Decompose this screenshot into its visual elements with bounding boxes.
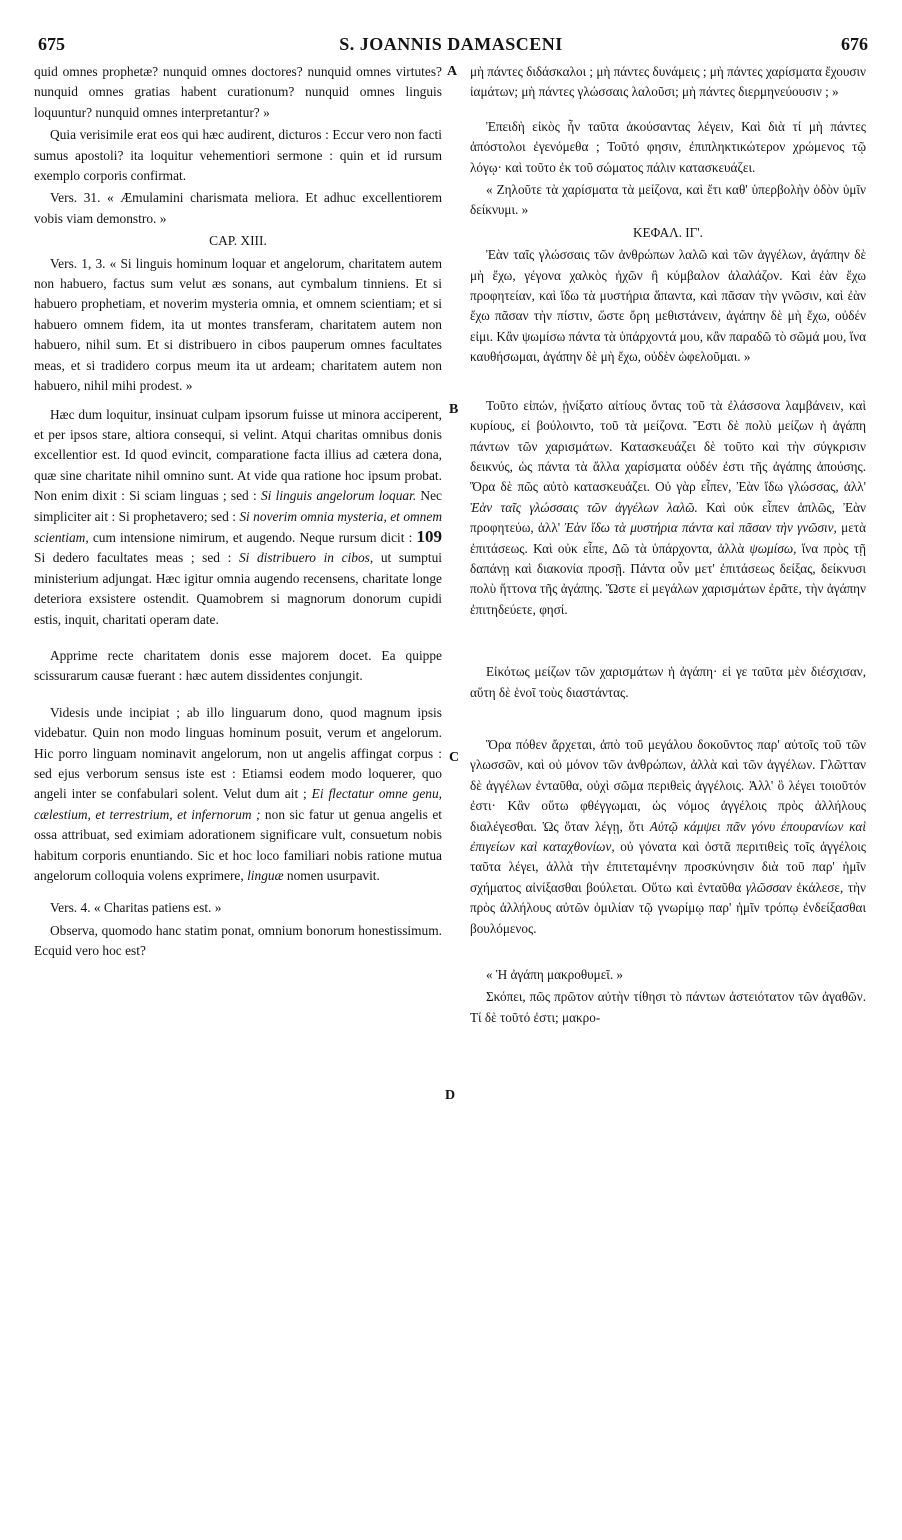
greek-column <box>470 62 866 1030</box>
page-number-right: 676 <box>841 34 868 54</box>
greek-verse: « Ἡ ἀγάπη μακροθυμεῖ. » <box>486 967 624 983</box>
greek-paragraph: Ὅρα πόθεν ἄρχεται, ἀπὸ τοῦ μεγάλου δοκοῦντος παρ' αὐτοῖς τοῦ τῶν γλωσσῶν, καὶ οὐ μόνον τῶν ἀνθρώπων, ἀλλὰ καὶ τῶν ἀγγέλων. Γλῶτταν δὲ ἀγγέλων ἐνταῦθα, οὐχὶ σῶμα περιθεὶς ἀγγέλοις. Ἀλλ' ὃ λέγει τοιοῦτόν ἐστι· Κἂν οὕτω φθέγγωμαι, ὡς νόμος ἀγγέλοις πρὸς ἀλλήλους διαλέγεσθαι. Ὡς ὅταν λέγῃ, ὅτι Αὐτῷ κάμψει πᾶν γόνυ ἐπουρανίων καὶ ἐπιγείων καὶ καταχθονίων, οὐ γόνατα καὶ ὀστᾶ περιτιθεὶς τοῖς ἀγγέλοις ταῦτα λέγει, ἀλλὰ τὴν ἐπιτεταμένην προσκύνησιν διὰ τοῦ παρ' ἡμῖν σχήματος αἰνίξασθαι βούλεται. Οὕτω καὶ ἐνταῦθα γλῶσσαν ἐκάλεσε, τὴν πρὸς ἀλλήλους αὐτῶν ὁμιλίαν τῷ γνωρίμῳ παρ' ἡμῖν τρόπῳ ἐνδείξασθαι βουλόμενος. <box>470 736 866 936</box>
latin-paragraph: Quia verisimile erat eos qui hæc audirent, dicturos : Eccur vero non facti sumus apostoli? ita loquitur vehementiori sermone : quin et id rursum exemplo corporis confirmat. <box>34 127 442 184</box>
latin-verse: Vers. 31. « Æmulamini charismata meliora. Et adhuc excellentiorem vobis viam demonstro. » <box>34 190 442 226</box>
margin-letter-b: B <box>449 402 459 417</box>
latin-verse: Vers. 1, 3. « Si linguis hominum loquar et angelorum, charitatem autem non habuero, factus sum velut æs sonans, aut cymbalum tinniens. Et si habuero prophetiam, et noverim mysteria omnia, et omnem scientiam; et si habuero omnem fidem, ita ut montes transferam, charitatem autem non habuero, nihil sum. Et si distribuero in cibos pauperum omnes facultates meas, et si tradidero corpus meum ita ut ardeam; charitatem autem non habuero, nihil mihi prodest. » <box>34 255 442 394</box>
greek-verse: « Ζηλοῦτε τὰ χαρίσματα τὰ μείζονα, καὶ ἔτι καθ' ὑπερβολὴν ὁδὸν ὑμῖν δείκνυμι. » <box>470 182 866 218</box>
latin-chapter-heading: CAP. XIII. <box>209 233 267 249</box>
greek-paragraph: Σκόπει, πῶς πρῶτον αὐτὴν τίθησι τὸ πάντων ἀστειότατον τῶν ἀγαθῶν. Τί δὲ τοῦτό ἐστι; μακρο- <box>470 989 866 1025</box>
greek-paragraph: Τοῦτο εἰπών, ᾐνίξατο αἰτίους ὄντας τοῦ τὰ ἐλάσσονα λαμβάνειν, καὶ κυρίους, εἰ βούλοιντο, τοῦ τὰ μείζονα. Ἔστι δὲ πολὺ μείζων ἡ ἀγάπη πάντων τῶν χαρισμάτων. Κατασκευάζει δὲ τοῦτο καὶ τὴν σύγκρισιν δεικνύς, ὡς πάντα τὰ ἄλλα χαρίσματα οὐδέν ἐστι τῆς ἀγάπης ἀπούσης. Ὅρα δὲ πῶς αὐτὸ κατασκευάζει. Οὐ γὰρ εἶπεν, Ἐὰν ἴδω γλώσσας, ἀλλ' Ἐὰν ταῖς γλώσσαις τῶν ἀγγέλων λαλῶ. Καὶ οὐκ εἶπεν ἁπλῶς, Ἐὰν προφητεύω, ἀλλ' Ἐὰν ἴδω τὰ μυστήρια πάντα καὶ πᾶσαν τὴν γνῶσιν, μετὰ ἐπιτάσεως. Καὶ οὐκ εἶπε, Δῶ τὰ ὑπάρχοντα, ἀλλὰ ψωμίσω, ἵνα πρὸς τῇ δαπάνῃ καὶ διακονία προσῇ. Πάντα οὖν μετ' ἐπιτάσεως δείξας, δείκνυσι πολὺ ἥττονα τῆς ἀγάπης. Ὥστε εἰ μεγάλων χαρισμάτων ἐρᾶτε, τὴν ἀγάπην ἐπιτηδεύετε, φησί. <box>470 397 867 617</box>
page-header <box>30 34 872 60</box>
running-title: S. JOANNIS DAMASCENI <box>339 34 563 54</box>
latin-paragraph: quid omnes prophetæ? nunquid omnes doctores? nunquid omnes virtutes? nunquid omnes gratias habent curationum? nunquid omnes linguis loquuntur? nunquid omnes interpretantur? » <box>34 64 442 120</box>
greek-paragraph: μὴ πάντες διδάσκαλοι ; μὴ πάντες δυνάμεις ; μὴ πάντες χαρίσματα ἔχουσιν ἰαμάτων; μὴ πάντες γλώσσαις λαλοῦσι; μὴ πάντες διερμηνεύουσιν ; » <box>470 64 866 100</box>
latin-paragraph: Hæc dum loquitur, insinuat culpam ipsorum fuisse ut minora acciperent, et per ipsos stare, altiora consequi, si velint. Atqui charitas omnibus donis excellentior est. Id quod evincit, comparatione facta illius ad cætera dona, quæ sine charitate nihil omnino sunt. At vide qua ratione hoc ipsum probat. Non enim dixit : Si sciam linguas ; sed : Si linguis angelorum loquar. Nec simpliciter ait : Si prophetavero; sed : Si noverim omnia mysteria, et omnem scientiam, cum intensione nimirum, et augendo. Neque rursum dicit : 109 Si dedero facultates meas ; sed : Si distribuero in cibos, ut sumptui ministerium adjungat. Hæc igitur omnia augendo recensens, charitate longe deteriora exsistere ostendit. Quamobrem si magnorum donorum cupidi estis, inquit, charitati operam date. <box>34 406 442 627</box>
latin-column <box>34 62 442 964</box>
greek-paragraph: Ἐπειδὴ εἰκὸς ἦν ταῦτα ἀκούσαντας λέγειν, Καὶ διὰ τί μὴ πάντες ἀπόστολοι ἐγενόμεθα ; Τοῦτό φησιν, ἐπιπληκτικώτερον χρώμενος τῷ λόγῳ· καὶ τοῦτο ἐκ τοῦ σώματος πάλιν κατασκευάζει. <box>470 118 866 175</box>
greek-chapter-heading: ΚΕΦΑΛ. ΙΓ'. <box>633 224 703 240</box>
latin-paragraph: Videsis unde incipiat ; ab illo linguarum dono, quod magnum ipsis videbatur. Quin non modo linguas hominum posuit, verum et angelorum. Hic porro linguam nominavit angelorum, non ut angelis affingat corpus : sed ejus verborum sensus iste est : Etiamsi eodem modo loquerer, quo angeli inter se confabulari solent. Velut dum ait ; Ei flectatur omne genu, cælestium, et terrestrium, et infernorum ; non sic fatur ut genua angelis et ossa attribuat, sed eximiam adorationem significare vult, consuetum nobis habitum corporis enuntiando. Sic et hoc loco familiari nobis ratione mutua angelorum colloquia volens exprimere, linguæ nomen usurpavit. <box>34 704 443 884</box>
latin-paragraph: Observa, quomodo hanc statim ponat, omnium bonorum honestissimum. Ecquid vero hoc est? <box>34 922 442 959</box>
latin-verse: Vers. 4. « Charitas patiens est. » <box>50 900 222 916</box>
greek-verse: Ἐὰν ταῖς γλώσσαις τῶν ἀνθρώπων λαλῶ καὶ τῶν ἀγγέλων, ἀγάπην δὲ μὴ ἔχω, γέγονα χαλκὸς ἠχῶν ἢ κύμβαλον ἀλαλάζον. Καὶ ἐὰν ἔχω προφητείαν, καὶ ἴδω τὰ μυστήρια ἅπαντα, καὶ πᾶσαν τὴν γνῶσιν, καὶ ἐὰν ἔχω πᾶσαν τὴν πίστιν, ὥστε ὄρη μεθιστάνειν, ἀγάπην δὲ μὴ ἔχω, οὐδέν εἰμι. Κἂν ψωμίσω πάντα τὰ ὑπάρχοντά μου, κἂν παραδῶ τὸ σῶμά μου, ἵνα καυθήσωμαι, ἀγάπην δὲ μὴ ἔχω, οὐδὲν ὠφελοῦμαι. » <box>470 247 866 365</box>
margin-letter-a: A <box>447 64 458 79</box>
column-number: 109 <box>416 526 442 546</box>
margin-letter-d: D <box>445 1088 456 1103</box>
margin-letter-c: C <box>449 750 460 765</box>
latin-paragraph: Apprime recte charitatem donis esse majorem docet. Ea quippe scissurarum causæ fuerant : hæc autem dissidentes conjungit. <box>34 647 442 684</box>
page-number-left: 675 <box>38 34 65 54</box>
greek-paragraph: Εἰκότως μείζων τῶν χαρισμάτων ἡ ἀγάπη· εἰ γε ταῦτα μὲν διέσχισαν, αὕτη δὲ ἑνοῖ τοὺς διαστάντας. <box>470 664 866 700</box>
